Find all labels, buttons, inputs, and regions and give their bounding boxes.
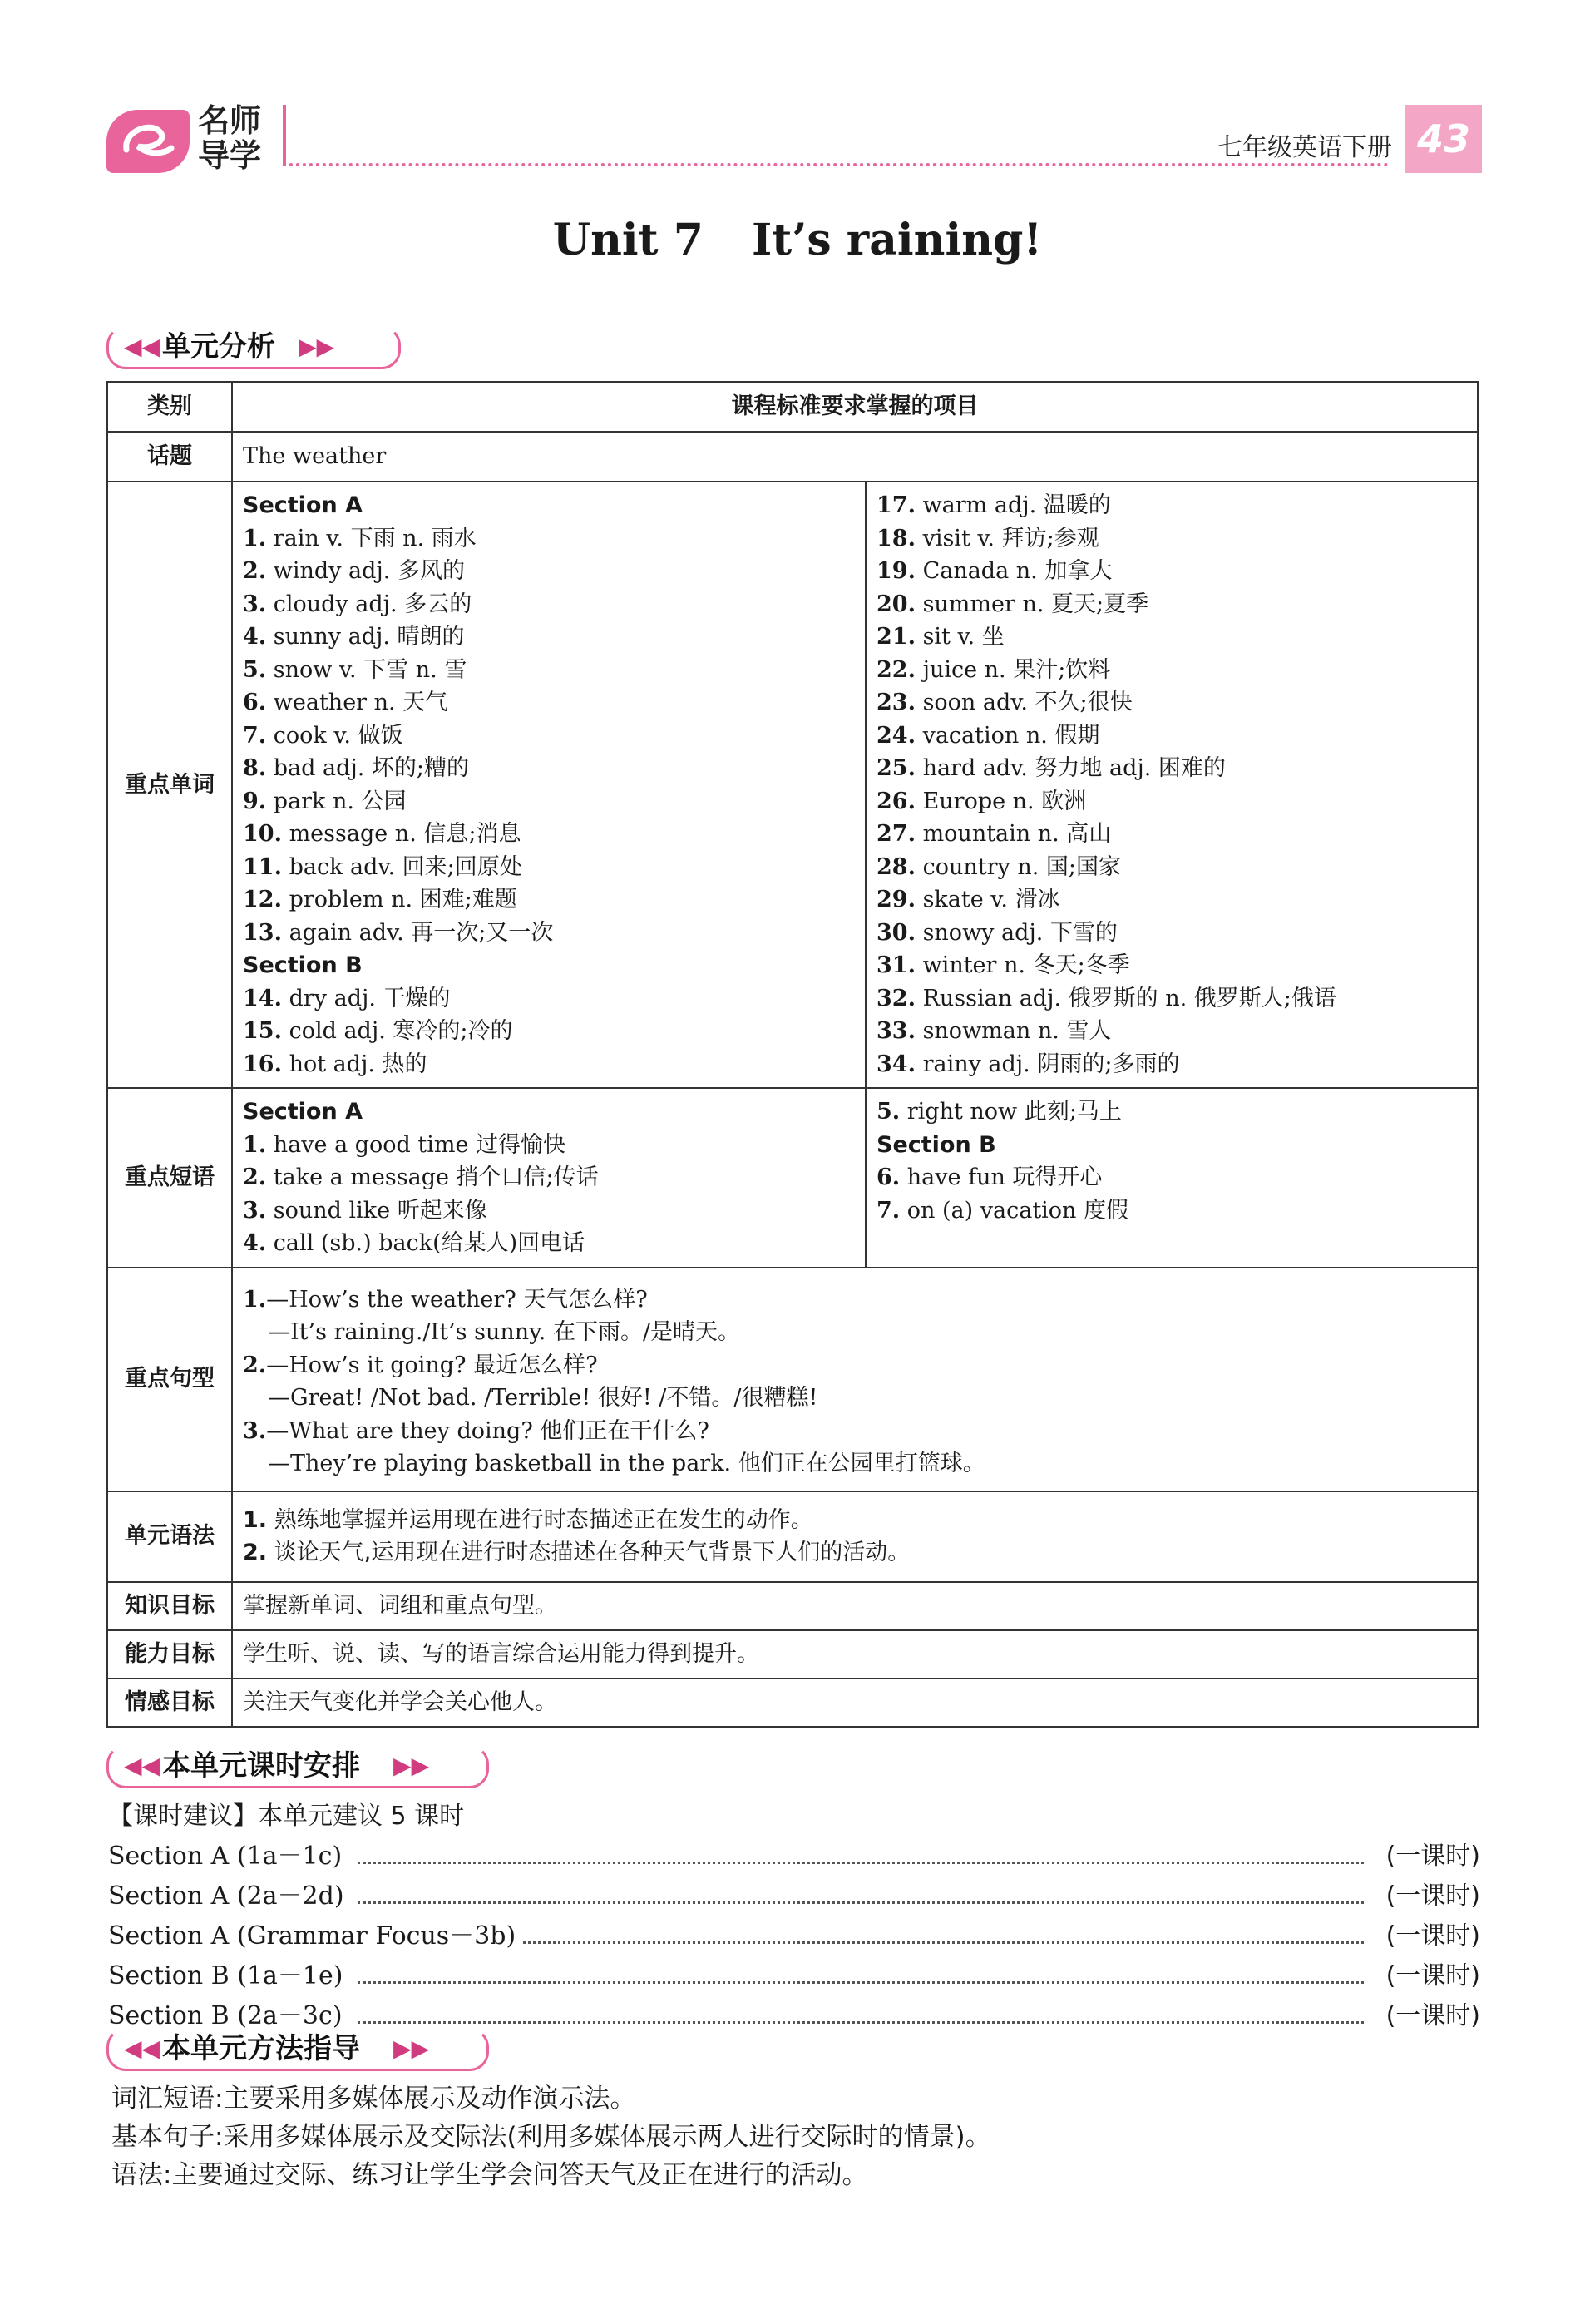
schedule-lesson: Section B (2a－3c) <box>108 1996 349 2036</box>
page-number: 43 <box>1405 105 1482 173</box>
section-tag-method <box>106 2028 489 2071</box>
item-number: 6. <box>243 690 267 715</box>
schedule-row <box>108 1956 1480 1996</box>
item-text: visit v. 拜访;参观 <box>915 525 1099 551</box>
item-number: 3. <box>243 591 267 617</box>
schedule-lesson: Section A (Grammar Focus－3b) <box>108 1916 522 1956</box>
grammar-label: 单元语法 <box>107 1491 232 1582</box>
phrase-item <box>243 1161 855 1194</box>
knowledge-row <box>107 1582 1478 1630</box>
item-text: problem n. 困难;难题 <box>281 887 517 912</box>
item-text: —They’re playing basketball in the park. 他们正在公园里打篮球。 <box>268 1451 985 1476</box>
word-item <box>877 654 1467 687</box>
logo-line-1: 名师 <box>198 102 262 139</box>
item-number: 12. <box>243 887 282 912</box>
word-item <box>877 1048 1467 1081</box>
phrases-left-cell <box>232 1088 866 1268</box>
word-item <box>877 1015 1467 1048</box>
item-text: cold adj. 寒冷的;冷的 <box>281 1018 513 1044</box>
item-number: 10. <box>243 821 282 847</box>
word-item <box>877 851 1467 884</box>
sentences-label: 重点句型 <box>107 1268 232 1491</box>
item-number: 25. <box>877 755 916 781</box>
item-number: 8. <box>243 755 267 781</box>
item-number: 32. <box>877 985 916 1011</box>
section-tag-schedule <box>106 1745 489 1788</box>
item-text: warm adj. 温暖的 <box>915 492 1111 518</box>
phrases-label: 重点短语 <box>107 1088 232 1268</box>
item-text: snow v. 下雪 n. 雪 <box>266 656 467 683</box>
word-item <box>243 621 855 654</box>
emotion-label: 情感目标 <box>107 1679 232 1727</box>
word-item <box>243 654 855 687</box>
word-item <box>243 1015 855 1048</box>
word-item <box>877 883 1467 917</box>
section-label: Section B <box>243 952 363 978</box>
word-item <box>243 917 855 950</box>
unit-number: Unit 7 <box>552 215 704 265</box>
item-text: country n. 国;国家 <box>915 853 1121 880</box>
word-item <box>243 982 855 1016</box>
schedule-period: (一课时) <box>1380 1956 1480 1996</box>
method-line: 词汇短语:主要采用多媒体展示及动作演示法。 <box>111 2084 636 2114</box>
item-number: 20. <box>877 591 916 617</box>
schedule-suggestion: 【课时建议】本单元建议 5 课时 <box>108 1802 465 1831</box>
schedule-period: (一课时) <box>1380 1837 1480 1877</box>
item-number: 2. <box>243 558 267 584</box>
item-text: cloudy adj. 多云的 <box>266 591 472 617</box>
section-label: Section A <box>243 1099 363 1125</box>
word-item <box>877 818 1467 851</box>
word-item <box>243 555 855 588</box>
item-number: 9. <box>243 788 267 814</box>
phrase-item <box>877 1161 1467 1194</box>
item-number: 7. <box>243 722 267 749</box>
sentences-row <box>107 1268 1478 1491</box>
double-chevron-left-icon: ◀◀ <box>124 333 160 360</box>
method-line: 基本句子:采用多媒体展示及交际法(利用多媒体展示两人进行交际时的情景)。 <box>111 2122 991 2152</box>
double-chevron-right-icon: ▶▶ <box>393 1752 430 1779</box>
word-item <box>243 818 855 851</box>
item-number: 21. <box>877 624 916 650</box>
grammar-row <box>107 1491 1478 1582</box>
item-number: 5. <box>243 656 267 683</box>
item-text: soon adv. 不久;很快 <box>915 690 1133 715</box>
topic-row <box>107 432 1478 482</box>
word-item <box>877 752 1467 785</box>
word-item <box>243 1048 855 1081</box>
phrase-item <box>243 1227 855 1260</box>
item-number: 18. <box>877 525 916 551</box>
item-number: 1. <box>243 1286 267 1313</box>
item-number: 5. <box>877 1099 901 1125</box>
item-number: 3. <box>243 1197 267 1224</box>
item-text: —Great! /Not bad. /Terrible! 很好! /不错。/很糟糕! <box>268 1385 818 1411</box>
word-item <box>243 883 855 917</box>
item-text: snowman n. 雪人 <box>915 1018 1112 1044</box>
item-text: again adv. 再一次;又一次 <box>281 919 554 946</box>
item-number: 26. <box>877 788 916 814</box>
word-item <box>243 785 855 818</box>
item-number: 2. <box>243 1352 267 1378</box>
phrases-right-cell <box>866 1088 1478 1268</box>
section-tag-label: 本单元方法指导 <box>162 2032 360 2065</box>
schedule-lesson: Section B (1a－1e) <box>108 1956 349 1996</box>
double-chevron-left-icon: ◀◀ <box>124 2035 160 2062</box>
item-number: 31. <box>877 952 916 978</box>
item-text: sunny adj. 晴朗的 <box>266 624 465 650</box>
item-text: winter n. 冬天;冬季 <box>915 952 1130 978</box>
item-text: 熟练地掌握并运用现在进行时态描述正在发生的动作。 <box>267 1506 813 1533</box>
schedule-row <box>108 1877 1480 1916</box>
item-number: 7. <box>877 1197 901 1224</box>
knowledge-label: 知识目标 <box>107 1582 232 1630</box>
word-item <box>243 686 855 719</box>
emotion-value: 关注天气变化并学会关心他人。 <box>232 1679 1478 1727</box>
phrase-item <box>243 1129 855 1162</box>
item-number: 14. <box>243 985 282 1011</box>
dot-leader <box>358 1862 1364 1864</box>
item-text: snowy adj. 下雪的 <box>915 919 1118 946</box>
grammar-item <box>243 1536 1467 1570</box>
item-number: 13. <box>243 919 282 946</box>
word-item <box>243 588 855 621</box>
item-text: on (a) vacation 度假 <box>900 1197 1129 1224</box>
item-number: 15. <box>243 1018 282 1044</box>
item-number: 24. <box>877 722 916 749</box>
book-title: 七年级英语下册 <box>1217 133 1392 162</box>
schedule-lesson: Section A (1a－1c) <box>108 1837 348 1877</box>
item-number: 1. <box>243 525 267 551</box>
word-item <box>243 851 855 884</box>
header-items: 课程标准要求掌握的项目 <box>232 382 1478 432</box>
schedule-period: (一课时) <box>1380 1916 1480 1956</box>
item-text: weather n. 天气 <box>266 690 448 715</box>
item-text: mountain n. 高山 <box>915 821 1112 847</box>
word-item <box>877 686 1467 719</box>
item-text: call (sb.) back(给某人)回电话 <box>266 1230 585 1256</box>
item-text: dry adj. 干燥的 <box>281 985 451 1011</box>
words-left-cell <box>232 482 866 1088</box>
logo-mark-icon <box>106 110 190 173</box>
sentence-item <box>243 1283 1467 1317</box>
phrases-row <box>107 1088 1478 1268</box>
unit-analysis-table <box>106 381 1479 1728</box>
schedule-period: (一课时) <box>1380 1996 1480 2036</box>
item-text: sound like 听起来像 <box>266 1197 487 1224</box>
item-text: rainy adj. 阴雨的;多雨的 <box>915 1051 1180 1077</box>
word-item <box>877 555 1467 588</box>
item-text: —How’s it going? 最近怎么样? <box>266 1352 598 1378</box>
item-text: vacation n. 假期 <box>915 722 1100 749</box>
item-text: windy adj. 多风的 <box>266 558 465 584</box>
item-text: —How’s the weather? 天气怎么样? <box>266 1286 648 1313</box>
word-item <box>243 522 855 556</box>
item-number: 2. <box>243 1164 267 1190</box>
phrase-item <box>877 1194 1467 1228</box>
ability-label: 能力目标 <box>107 1630 232 1679</box>
item-text: sit v. 坐 <box>915 624 1005 650</box>
logo-line-2: 导学 <box>198 137 262 174</box>
grammar-item <box>243 1504 1467 1537</box>
item-number: 11. <box>243 853 282 880</box>
method-guide <box>111 2079 991 2194</box>
item-number: 19. <box>877 558 916 584</box>
double-chevron-right-icon: ▶▶ <box>393 2035 430 2062</box>
schedule-row <box>108 1837 1480 1877</box>
section-tag-label: 单元分析 <box>162 330 275 363</box>
header-divider <box>283 105 286 166</box>
item-text: hard adv. 努力地 adj. 困难的 <box>915 755 1226 781</box>
unit-title <box>0 215 1595 265</box>
item-number: 4. <box>243 1230 267 1256</box>
item-text: park n. 公园 <box>266 788 407 814</box>
item-number: 22. <box>877 656 916 683</box>
method-line: 语法:主要通过交际、练习让学生学会问答天气及正在进行的活动。 <box>111 2160 868 2190</box>
word-item <box>877 621 1467 654</box>
item-text: Russian adj. 俄罗斯的 n. 俄罗斯人;俄语 <box>915 985 1336 1011</box>
section-label: Section B <box>877 1131 996 1158</box>
double-chevron-left-icon: ◀◀ <box>124 1752 160 1779</box>
phrase-item <box>877 1095 1467 1129</box>
logo-text <box>198 103 261 173</box>
item-text: right now 此刻;马上 <box>900 1099 1122 1125</box>
schedule-row <box>108 1916 1480 1956</box>
item-text: back adv. 回来;回原处 <box>281 853 522 880</box>
item-number: 2. <box>243 1540 268 1565</box>
double-chevron-right-icon: ▶▶ <box>299 333 335 360</box>
item-number: 16. <box>243 1051 282 1077</box>
dot-leader <box>358 2021 1364 2024</box>
sentence-item <box>243 1415 1467 1448</box>
item-text: rain v. 下雨 n. 雨水 <box>266 525 477 551</box>
word-item <box>877 949 1467 982</box>
item-text: —It’s raining./It’s sunny. 在下雨。/是晴天。 <box>268 1319 741 1345</box>
item-text: —What are they doing? 他们正在干什么? <box>266 1417 709 1444</box>
ability-row <box>107 1630 1478 1679</box>
item-text: Europe n. 欧洲 <box>915 788 1087 814</box>
sentence-item <box>243 1349 1467 1382</box>
topic-value: The weather <box>232 432 1478 482</box>
phrase-item <box>243 1194 855 1228</box>
item-text: have fun 玩得开心 <box>900 1164 1103 1190</box>
word-item <box>877 719 1467 753</box>
item-number: 27. <box>877 821 916 847</box>
schedule-period: (一课时) <box>1380 1877 1480 1916</box>
topic-label: 话题 <box>107 432 232 482</box>
item-number: 1. <box>243 1131 267 1158</box>
item-text: Canada n. 加拿大 <box>915 558 1113 584</box>
item-number: 4. <box>243 624 267 650</box>
table-header-row <box>107 382 1478 432</box>
item-number: 28. <box>877 853 916 880</box>
header-category: 类别 <box>107 382 232 432</box>
item-text: cook v. 做饭 <box>266 722 403 749</box>
header-dotted-rule <box>283 163 1389 166</box>
word-item <box>243 752 855 785</box>
word-item <box>243 719 855 753</box>
words-label: 重点单词 <box>107 482 232 1088</box>
item-text: summer n. 夏天;夏季 <box>915 591 1149 617</box>
sentence-item <box>243 1382 1467 1415</box>
item-text: take a message 捎个口信;传话 <box>266 1164 599 1190</box>
emotion-row <box>107 1679 1478 1727</box>
item-number: 30. <box>877 919 916 946</box>
item-number: 3. <box>243 1417 267 1444</box>
words-right-cell <box>866 482 1478 1088</box>
grammar-cell <box>232 1491 1478 1582</box>
word-item <box>877 489 1467 522</box>
dot-leader <box>358 1901 1364 1904</box>
section-tag-analysis <box>106 326 401 369</box>
sentences-cell <box>232 1268 1478 1491</box>
item-text: skate v. 滑冰 <box>915 887 1060 912</box>
item-number: 34. <box>877 1051 916 1077</box>
words-row <box>107 482 1478 1088</box>
item-number: 33. <box>877 1018 916 1044</box>
sentence-item <box>243 1316 1467 1349</box>
sentence-item <box>243 1447 1467 1481</box>
item-text: have a good time 过得愉快 <box>266 1131 566 1158</box>
item-text: juice n. 果汁;饮料 <box>915 656 1111 683</box>
item-number: 23. <box>877 690 916 715</box>
section-tag-label: 本单元课时安排 <box>162 1749 360 1783</box>
item-text: bad adj. 坏的;糟的 <box>266 755 470 781</box>
schedule-lesson: Section A (2a－2d) <box>108 1877 351 1916</box>
word-item <box>877 917 1467 950</box>
publisher-logo <box>106 103 298 180</box>
dot-leader <box>358 1981 1364 1984</box>
item-number: 17. <box>877 492 916 518</box>
word-item <box>877 588 1467 621</box>
item-number: 6. <box>877 1164 901 1190</box>
ability-value: 学生听、说、读、写的语言综合运用能力得到提升。 <box>232 1630 1478 1679</box>
section-label: Section A <box>243 492 363 518</box>
word-item <box>877 522 1467 556</box>
unit-name: It’s raining! <box>751 215 1043 265</box>
word-item <box>877 982 1467 1016</box>
item-text: message n. 信息;消息 <box>281 821 521 847</box>
item-number: 1. <box>243 1506 268 1533</box>
item-text: 谈论天气,运用现在进行时态描述在各种天气背景下人们的活动。 <box>267 1540 911 1565</box>
word-item <box>877 785 1467 818</box>
schedule <box>108 1797 1480 2036</box>
item-text: hot adj. 热的 <box>281 1051 427 1077</box>
knowledge-value: 掌握新单词、词组和重点句型。 <box>232 1582 1478 1630</box>
item-number: 29. <box>877 887 916 912</box>
